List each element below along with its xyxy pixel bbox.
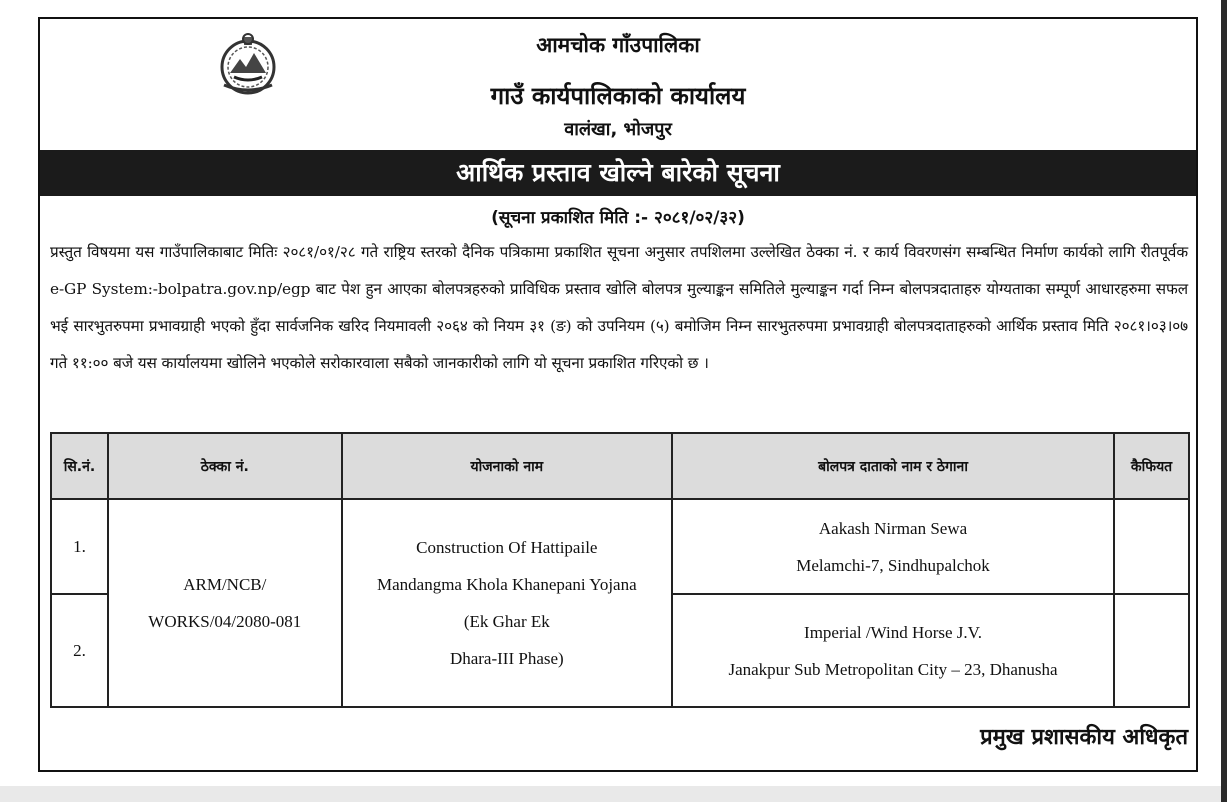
contract-number-line: ARM/NCB/ [183,575,267,594]
municipality-name: आमचोक गाँउपालिका [536,33,700,57]
bidder-cell [672,499,1114,594]
office-name: गाउँ कार्यपालिकाको कार्यालय [490,82,746,110]
remarks-cell [1114,594,1189,707]
notice-title: आर्थिक प्रस्ताव खोल्ने बारेको सूचना [40,150,1196,196]
bidder-cell [672,594,1114,707]
project-name-line: Construction Of Hattipaile [416,538,598,557]
notice-header [40,19,1196,150]
project-name-line: Dhara-III Phase) [449,649,564,668]
notice-document [38,17,1198,772]
remarks-cell [1114,499,1189,594]
header-contract-no: ठेक्का नं. [108,433,342,499]
table-header-row [51,433,1189,499]
project-name-line: Mandangma Khola Khanepani Yojana [376,575,637,594]
bidder-name: Aakash Nirman Sewa [818,518,968,538]
header-bidder: बोलपत्र दाताको नाम र ठेगाना [672,433,1114,499]
page-right-edge [1221,0,1227,802]
table-row [51,499,1189,594]
header-remarks: कैफियत [1114,433,1189,499]
row-sn: 1. [51,499,108,594]
notice-body: प्रस्तुत विषयमा यस गाउँपालिकाबाट मितिः २०८१/०१/२८ गते राष्ट्रिय स्तरको दैनिक पत्रिकामा प्रकाशित सूचना अनुसार तपशिलमा उल्लेखित ठेक्का नं. र कार्य विवरणसंग सम्बन्धित निर्माण कार्यको लागि रीतपूर्वक e-GP System:-bolpatra.gov.np/egp बाट पेश हुन आएका बोलपत्रहरुको प्राविधिक प्रस्ताव खोलि बोलपत्र मुल्याङ्कन समितिले मुल्याङ्कन गर्दा निम्न बोलपत्रदाताहरु योग्यताका सम्पूर्ण आधारहरुमा सफल भई सारभुतरुपमा प्रभावग्राही भएको हुँदा सार्वजनिक खरिद नियमावली २०६४ को नियम ३१ (ङ) को उपनियम (५) बमोजिम निम्न सारभुतरुपमा प्रभावग्राही बोलपत्रदाताहरुको आर्थिक प्रस्ताव मिति २०८१।०३।०७ गते ११:०० बजे यस कार्यालयमा खोलिने भएकोले सरोकारवाला सबैको जानकारीको लागि यो सूचना प्रकाशित गरिएको छ । [50,243,1188,372]
office-address: वालंखा, भोजपुर [564,119,672,140]
bidder-address: Janakpur Sub Metropolitan City – 23, Dhanusha [728,659,1058,679]
row-sn: 2. [51,594,108,707]
project-name-cell [342,499,672,707]
contract-table [50,432,1190,708]
contract-number-cell [108,499,342,707]
signatory-title: प्रमुख प्रशासकीय अधिकृत [980,725,1188,750]
page-bottom-margin [0,786,1227,802]
header-project-name: योजनाको नाम [342,433,672,499]
contract-number-line: WORKS/04/2080-081 [148,612,302,631]
project-name-line: (Ek Ghar Ek [463,612,550,631]
header-sn: सि.नं. [51,433,108,499]
bidder-name: Imperial /Wind Horse J.V. [804,622,982,642]
publication-date: (सूचना प्रकाशित मिति :- २०८१/०२/३२) [491,208,745,228]
bidder-address: Melamchi-7, Sindhupalchok [796,555,990,575]
